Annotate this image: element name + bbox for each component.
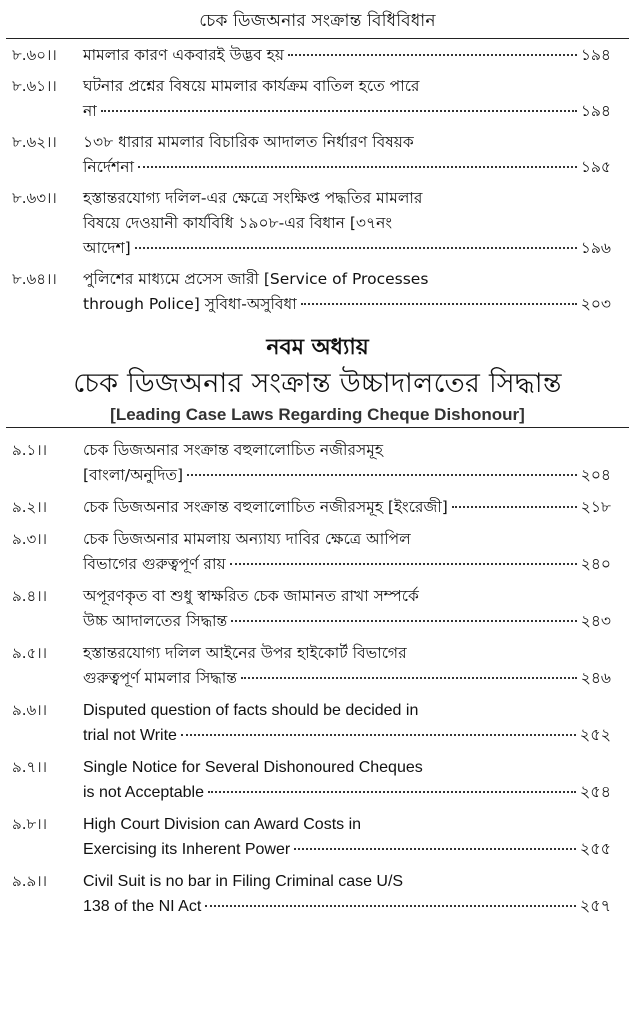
dot-leader <box>301 303 577 305</box>
toc-entry-number: ৯.৮।। <box>12 815 47 833</box>
toc-entry-title-end: 138 of the NI Act <box>83 898 202 915</box>
dot-leader <box>241 677 577 679</box>
dot-leader <box>230 563 577 565</box>
toc-entry <box>8 869 611 919</box>
toc-entry-body <box>83 527 611 577</box>
toc-entry-title-end: through Police] সুবিধা-অসুবিধা <box>83 295 297 313</box>
toc-entry-page-number: ২৪৩ <box>580 612 611 630</box>
toc-entry-last-line <box>83 463 611 488</box>
toc-entry-title-end: বিভাগের গুরুত্বপূর্ণ রায় <box>83 555 226 573</box>
toc-entry-last-line <box>83 155 611 180</box>
toc-entry-body <box>83 641 611 691</box>
toc-entry <box>8 267 611 317</box>
toc-entry-title-end: না <box>83 102 97 120</box>
toc-entry-page-number: ২১৮ <box>580 498 611 516</box>
toc-entry-body <box>83 43 611 68</box>
toc-entry-line: Disputed question of facts should be decided in <box>83 702 419 719</box>
dot-leader <box>205 905 576 907</box>
dot-leader <box>181 734 576 736</box>
chapter-title: নবম অধ্যায় <box>266 335 369 360</box>
dot-leader <box>135 247 577 249</box>
toc-entry-line: পুলিশের মাধ্যমে প্রসেস জারী [Service of Processes <box>83 270 429 288</box>
toc-entry-body <box>83 869 611 919</box>
toc-entry-number: ৯.৫।। <box>12 644 47 662</box>
toc-entry-last-line <box>83 552 611 577</box>
toc-entry-title-end: উচ্চ আদালতের সিদ্ধান্ত <box>83 612 228 630</box>
toc-entry-body <box>83 812 611 862</box>
dot-leader <box>187 474 577 476</box>
toc-entry-last-line <box>83 723 611 748</box>
toc-entry-last-line <box>83 666 611 691</box>
toc-entry-body <box>83 186 611 261</box>
toc-entry <box>8 812 611 862</box>
toc-entry-number: ৯.২।। <box>12 498 47 516</box>
toc-entry-title-end: গুরুত্বপূর্ণ মামলার সিদ্ধান্ত <box>83 669 237 687</box>
toc-entry-number: ৯.৪।। <box>12 587 47 605</box>
toc-entry-line: ১৩৮ ধারার মামলার বিচারিক আদালত নির্ধারণ বিষয়ক <box>83 133 414 151</box>
dot-leader <box>452 506 577 508</box>
toc-entry-number: ৯.৬।। <box>12 701 47 719</box>
toc-entry <box>8 495 611 520</box>
toc-entry-line: হস্তান্তরযোগ্য দলিল আইনের উপর হাইকোর্ট বিভাগের <box>83 644 407 662</box>
chapter-english-title: [Leading Case Laws Regarding Cheque Dishonour] <box>110 405 525 424</box>
toc-entry-last-line <box>83 292 611 317</box>
toc-entry-title-end: চেক ডিজঅনার সংক্রান্ত বহুলালোচিত নজীরসমূহ [ইংরেজী] <box>83 498 448 516</box>
toc-entry-number: ৮.৬১।। <box>12 77 57 95</box>
toc-entry-page-number: ১৯৬ <box>580 239 611 257</box>
toc-entry-line: হস্তান্তরযোগ্য দলিল-এর ক্ষেত্রে সংক্ষিপ্ত পদ্ধতির মামলার <box>83 189 423 207</box>
toc-entry-line: Civil Suit is no bar in Filing Criminal case U/S <box>83 873 404 890</box>
toc-entry-page-number: ২৫২ <box>579 727 611 744</box>
toc-entry-last-line <box>83 99 611 124</box>
toc-entry-number: ৮.৬০।। <box>12 46 57 64</box>
dot-leader <box>231 620 577 622</box>
dot-leader <box>101 110 577 112</box>
toc-entry-title-end: Exercising its Inherent Power <box>83 841 291 858</box>
toc-entry-number: ৯.৯।। <box>12 872 47 890</box>
toc-entry <box>8 130 611 180</box>
toc-entry-last-line <box>83 495 611 520</box>
toc-entry <box>8 641 611 691</box>
toc-entry-last-line <box>83 837 611 862</box>
toc-entry-page-number: ২০৪ <box>580 466 611 484</box>
toc-entry <box>8 438 611 488</box>
toc-entry <box>8 527 611 577</box>
toc-entry-page-number: ২০৩ <box>580 295 611 313</box>
toc-entry <box>8 584 611 634</box>
toc-entry-title-end: trial not Write <box>83 727 177 744</box>
toc-entry-body <box>83 438 611 488</box>
toc-entry-title-end: নির্দেশনা <box>83 158 134 176</box>
dot-leader <box>294 848 576 850</box>
toc-entry-number: ৯.১।। <box>12 441 47 459</box>
chapter-subtitle: চেক ডিজঅনার সংক্রান্ত উচ্চাদালতের সিদ্ধান্ত <box>73 368 562 399</box>
toc-entry <box>8 698 611 748</box>
toc-entry-number: ৮.৬৩।। <box>12 189 57 207</box>
toc-entry-title-end: [বাংলা/অনুদিত] <box>83 466 184 484</box>
toc-entry-last-line <box>83 609 611 634</box>
toc-entry-body <box>83 755 611 805</box>
toc-entry <box>8 74 611 124</box>
dot-leader <box>288 54 577 56</box>
toc-entry-title-end: আদেশ] <box>83 239 131 257</box>
toc-entry-body <box>83 130 611 180</box>
toc-entry-page-number: ২৪০ <box>580 555 611 573</box>
running-head: চেক ডিজঅনার সংক্রান্ত বিধিবিধান <box>199 11 436 31</box>
toc-entry-number: ৮.৬২।। <box>12 133 57 151</box>
toc-entry-line: চেক ডিজঅনার মামলায় অন্যায্য দাবির ক্ষেত্রে আপিল <box>83 530 411 548</box>
toc-entry-page-number: ২৫৪ <box>579 784 611 801</box>
toc-entry <box>8 186 611 261</box>
toc-entry-title-end: is not Acceptable <box>83 784 204 801</box>
dot-leader <box>208 791 576 793</box>
toc-entry <box>8 755 611 805</box>
toc-entry-body <box>83 74 611 124</box>
toc-entry-page-number: ১৯৪ <box>580 102 611 120</box>
toc-entry-body <box>83 584 611 634</box>
toc-section-chapter-9 <box>0 428 635 919</box>
toc-entry-page-number: ২৫৭ <box>579 898 611 915</box>
toc-entry-page-number: ১৯৪ <box>580 46 611 64</box>
toc-entry-last-line <box>83 780 611 805</box>
toc-entry-body <box>83 698 611 748</box>
toc-entry-number: ৯.৭।। <box>12 758 47 776</box>
toc-entry-number: ৯.৩।। <box>12 530 47 548</box>
toc-entry-page-number: ১৯৫ <box>580 158 611 176</box>
toc-entry-last-line <box>83 236 611 261</box>
toc-entry-page-number: ২৫৫ <box>579 841 611 858</box>
toc-entry-line: Single Notice for Several Dishonoured Cheques <box>83 759 423 776</box>
toc-entry-line: অপূরণকৃত বা শুধু স্বাক্ষরিত চেক জামানত রাখা সম্পর্কে <box>83 587 419 605</box>
toc-entry-page-number: ২৪৬ <box>580 669 611 687</box>
toc-entry-line: High Court Division can Award Costs in <box>83 816 362 833</box>
toc-entry-line: বিষয়ে দেওয়ানী কার্যবিধি ১৯০৮-এর বিধান [৩৭নং <box>83 214 392 232</box>
toc-entry <box>8 43 611 68</box>
toc-entry-last-line <box>83 894 611 919</box>
toc-section-chapter-8 <box>0 39 635 317</box>
toc-entry-line: চেক ডিজঅনার সংক্রান্ত বহুলালোচিত নজীরসমূহ <box>83 441 383 459</box>
toc-entry-title-end: মামলার কারণ একবারই উদ্ভব হয় <box>83 46 284 64</box>
toc-entry-number: ৮.৬৪।। <box>12 270 57 288</box>
dot-leader <box>138 166 577 168</box>
toc-entry-body <box>83 495 611 520</box>
toc-entry-last-line <box>83 43 611 68</box>
toc-entry-line: ঘটনার প্রশ্নের বিষয়ে মামলার কার্যক্রম বাতিল হতে পারে <box>83 77 420 95</box>
toc-entry-body <box>83 267 611 317</box>
